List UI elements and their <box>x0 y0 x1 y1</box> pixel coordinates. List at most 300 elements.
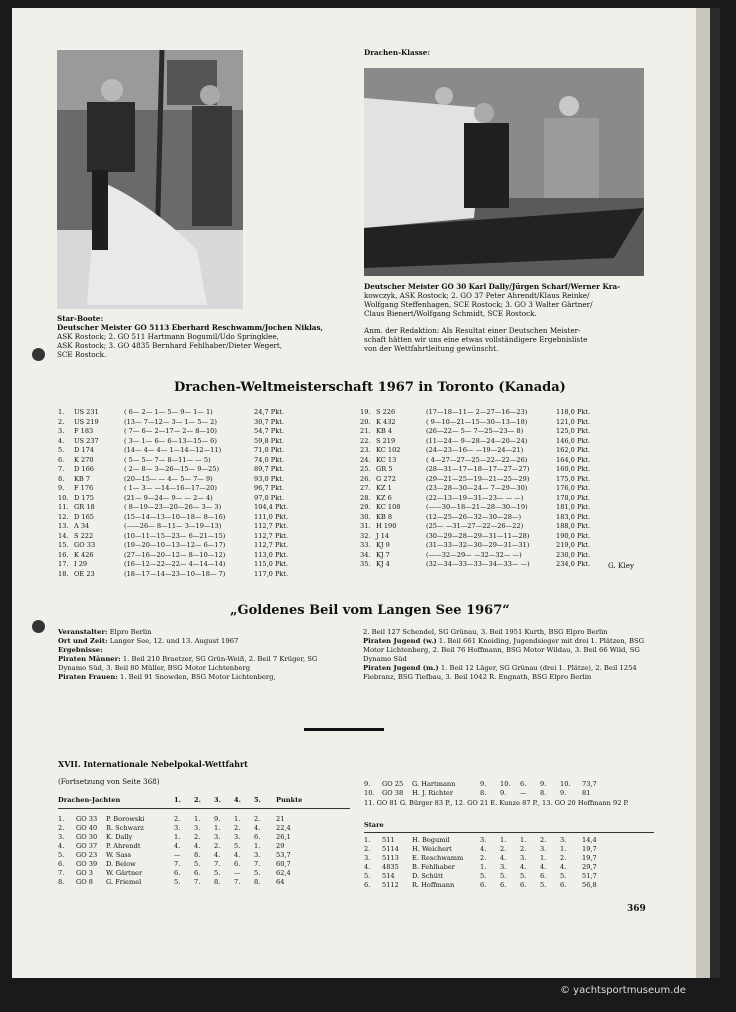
stare-row-cell: 3. <box>540 845 547 853</box>
drachen-row-cell: 5. <box>254 869 261 877</box>
star-boat-photo <box>57 50 243 309</box>
stare-row-cell: 6. <box>560 881 567 889</box>
result-race-places: (29—21—25—19—21—25—29) <box>426 474 530 483</box>
result-points: 93,0 Pkt. <box>254 474 284 483</box>
drachen-row-cell: 1. <box>58 815 65 823</box>
result-boat: K 432 <box>376 417 396 426</box>
drachen-row-cell: 3. <box>214 833 221 841</box>
result-rank: 26. <box>360 474 371 483</box>
drachen-row-cell: 7. <box>194 878 201 886</box>
caption-line: Claus Bienert/Wolfgang Schmidt, SCE Rostock. <box>364 309 537 318</box>
result-points: 121,0 Pkt. <box>556 417 591 426</box>
drachen-row-cell: 8. <box>540 789 547 797</box>
result-points: 104,4 Pkt. <box>254 503 289 511</box>
result-points: 146,0 Pkt. <box>556 436 591 445</box>
result-boat: GR 5 <box>376 465 393 473</box>
drachen-row-cell: 1. <box>234 815 241 823</box>
drachen-row-cell: 3. <box>234 833 241 841</box>
result-rank: 32. <box>360 531 371 540</box>
watermark: © yachtsportmuseum.de <box>560 985 686 996</box>
drachen-row-cell: 10. <box>364 789 375 797</box>
result-race-places: (28—31—17—18—17—27—27) <box>426 465 530 473</box>
stare-row <box>364 836 656 845</box>
result-boat: KZ 1 <box>376 484 392 492</box>
result-rank: 11. <box>58 503 69 511</box>
goldenes-beil-right <box>363 628 645 682</box>
result-race-places: ( 8—19—23—20—26— 3— 3) <box>124 503 222 511</box>
result-boat: KJ 7 <box>376 550 390 559</box>
result-points: 97,0 Pkt. <box>254 493 284 502</box>
drachen-row-cell: 4. <box>58 842 65 850</box>
stare-row-cell: 4835 <box>382 863 399 871</box>
result-rank: 5. <box>58 446 65 454</box>
goldenes-beil-title: „Goldenes Beil vom Langen See 1967“ <box>230 603 510 618</box>
drachen-row-cell: 2. <box>174 815 181 823</box>
punch-hole <box>32 348 45 361</box>
result-race-places: (25— —31—27—22—26—22) <box>426 522 524 530</box>
stare-row-cell: H. Bogumil <box>412 836 450 844</box>
result-boat: D 166 <box>74 465 94 473</box>
stare-row-cell: 1. <box>520 836 527 844</box>
result-rank: 29. <box>360 503 371 511</box>
paragraph-label: Piraten Jugend (w.) <box>363 637 437 645</box>
drachen-row-cell: 7. <box>234 878 241 886</box>
result-rank: 30. <box>360 512 371 521</box>
stare-row-cell: 3. <box>520 854 527 862</box>
result-race-places: ( 7— 6— 2—17— 2— 8—10) <box>124 427 217 435</box>
drachen-more-line: 11. GO 81 G. Bürger 83 P., 12. GO 21 E. Kunze 87 P., 13. GO 20 Hoffmann 92 P. <box>364 799 629 807</box>
paragraph-label: Veranstalter: <box>58 628 108 636</box>
drachen-row-cell: 3. <box>174 824 181 832</box>
paragraph-label: Ergebnisse: <box>58 646 103 654</box>
result-boat: K 270 <box>74 455 94 464</box>
editor-note: von der Wettfahrtleitung gewünscht. <box>364 344 499 353</box>
result-boat: KC 102 <box>376 446 401 454</box>
header-cell: 5. <box>254 796 261 804</box>
drachen-row-cell: 3. <box>254 851 261 859</box>
result-row <box>58 494 294 504</box>
stare-row-cell: B. Fehlhaber <box>412 863 455 871</box>
result-points: 234,0 Pkt. <box>556 560 591 568</box>
result-rank: 17. <box>58 560 69 568</box>
paragraph <box>58 646 340 655</box>
page-number: 369 <box>627 904 646 914</box>
stare-row-cell: 1. <box>364 836 371 844</box>
result-boat: D 174 <box>74 446 94 454</box>
drachen-table <box>58 796 350 887</box>
result-points: 111,0 Pkt. <box>254 512 289 521</box>
drachen-row-cell: 1. <box>194 815 201 823</box>
drachen-row-cell: GO 37 <box>76 842 98 850</box>
dragon-boat-photo <box>364 68 644 276</box>
stare-row-cell: 5. <box>364 872 371 880</box>
result-points: 117,0 Pkt. <box>254 569 289 578</box>
stare-row-cell: 1. <box>560 845 567 853</box>
drachen-row-cell: 9. <box>500 789 507 797</box>
stare-row <box>364 854 656 863</box>
photo-sailors-dragon-boat <box>364 68 644 276</box>
result-rank: 33. <box>360 541 371 549</box>
result-boat: D 165 <box>74 512 94 521</box>
drachen-row-cell: — <box>234 869 241 877</box>
stare-row-cell: 3. <box>480 836 487 844</box>
paragraph-text: 1. Beil 12 Läger, SG Grünau (drei 1. Plätze), 2. Beil 1254 Fiebranz, BSG Tiefbau, 3. Beil 1042 R. Engnath, BSG Elpro Berlin <box>363 664 637 681</box>
drachen-row-cell: GO 23 <box>76 851 98 859</box>
drachen-row-cell: 10. <box>500 780 511 788</box>
result-points: 219,0 Pkt. <box>556 541 591 549</box>
caption-line: Deutscher Meister GO 30 Karl Dally/Jürgen Scharf/Werner Kra- <box>364 282 621 291</box>
result-race-places: (30—29—28—29—31—11—28) <box>426 531 530 540</box>
paragraph <box>58 628 340 637</box>
drachen-row-cell: P. Ahrendt <box>106 842 141 850</box>
result-rank: 15. <box>58 541 69 549</box>
drachen-row-cell: 7. <box>214 860 221 868</box>
stare-row-cell: 2. <box>364 845 371 853</box>
drachen-row-cell: 7. <box>174 860 181 868</box>
drachen-row-cell: W. Sass <box>106 851 132 859</box>
drachen-row-cell: 4. <box>194 842 201 850</box>
result-boat: KZ 6 <box>376 493 392 502</box>
page-edge <box>696 8 710 978</box>
drachen-row-cell: — <box>174 851 181 859</box>
result-points: 112,7 Pkt. <box>254 522 289 530</box>
drachen-row-cell: 5. <box>214 869 221 877</box>
drachen-row-cell: GO 40 <box>76 824 98 832</box>
result-rank: 4. <box>58 436 65 445</box>
drachen-row-cell: — <box>520 789 527 797</box>
stare-row-cell: 56,8 <box>582 881 597 889</box>
paragraph <box>58 637 340 646</box>
result-boat: KC 13 <box>376 455 397 464</box>
stare-row-cell: 29,7 <box>582 863 597 871</box>
result-race-places: ( 9—10—21—15—30—13—18) <box>426 417 528 426</box>
result-boat: F 183 <box>74 427 94 435</box>
result-rank: 10. <box>58 493 69 502</box>
result-boat: J 14 <box>376 531 390 540</box>
stare-row-cell: 19,7 <box>582 845 597 853</box>
stare-row-cell: 6. <box>520 881 527 889</box>
result-row <box>360 408 596 418</box>
drachen-row-cell: 7. <box>58 869 65 877</box>
stare-row-cell: R. Hoffmann <box>412 881 455 889</box>
result-points: 30,7 Pkt. <box>254 417 284 426</box>
stare-row-cell: 2. <box>540 836 547 844</box>
stare-row-cell: 6. <box>500 881 507 889</box>
drachen-row-cell: 3. <box>58 833 65 841</box>
drachen-row-cell: 5. <box>58 851 65 859</box>
result-boat: I 29 <box>74 560 88 568</box>
drachen-row-cell: 64 <box>276 878 285 886</box>
drachen-row <box>58 869 350 878</box>
result-points: 125,0 Pkt. <box>556 427 591 435</box>
result-race-places: (——32—29— —32—32— —) <box>426 550 522 559</box>
drachen-row-cell: 4. <box>254 824 261 832</box>
result-race-places: ( 4—27—27—25—22—22—26) <box>426 455 528 464</box>
drachen-row-cell: K. Dally <box>106 833 133 841</box>
stare-row-cell: 2. <box>480 854 487 862</box>
result-rank: 3. <box>58 427 65 435</box>
result-rank: 13. <box>58 522 69 530</box>
caption-line: SCE Rostock. <box>57 350 107 359</box>
header-cell: 2. <box>194 796 201 804</box>
result-race-places: ( 3— 1— 6— 6—13—15— 6) <box>124 436 217 445</box>
drachen-row-cell: W. Gärtner <box>106 869 143 877</box>
punch-hole <box>32 620 45 633</box>
result-race-places: (16—12—22—22— 4—14—14) <box>124 560 226 568</box>
drachen-row-cell: 8. <box>254 878 261 886</box>
caption-line: ASK Rostock; 2. GO 511 Hartmann Bogumil/Udo Springklee, <box>57 332 279 341</box>
stare-row-cell: 4. <box>364 863 371 871</box>
result-race-places: (31—33—32—30—29—31—31) <box>426 541 530 549</box>
drachen-row-cell: 4. <box>234 851 241 859</box>
result-row <box>360 503 596 513</box>
drachen-row-cell: 21 <box>276 815 285 823</box>
result-boat: GO 33 <box>74 541 96 549</box>
drachen-header <box>58 796 350 805</box>
stare-row-cell: 14,4 <box>582 836 597 844</box>
result-race-places: (26—22— 5— 7—25—23— 8) <box>426 427 524 435</box>
drachen-row <box>58 842 350 851</box>
drachen-row-cell: 2. <box>194 833 201 841</box>
stare-row-cell: 1. <box>540 854 547 862</box>
result-points: 178,0 Pkt. <box>556 493 591 502</box>
result-row <box>58 513 294 523</box>
result-race-places: (32—34—33—33—34—33— —) <box>426 560 530 568</box>
paragraph-label: Piraten Männer: <box>58 655 121 663</box>
result-race-places: ( 5— 5— 7— 8—11— — 5) <box>124 455 211 464</box>
stare-row-cell: 5114 <box>382 845 399 853</box>
result-row <box>58 551 294 561</box>
result-points: 118,0 Pkt. <box>556 408 591 416</box>
result-row <box>58 541 294 551</box>
drachen-row-cell: 9. <box>214 815 221 823</box>
result-boat: KB 8 <box>376 512 393 521</box>
result-points: 183,0 Pkt. <box>556 512 591 521</box>
result-race-places: ( 2— 8— 3—26—15— 9—25) <box>124 465 220 473</box>
result-row <box>360 513 596 523</box>
result-points: 96,7 Pkt. <box>254 484 284 492</box>
result-row <box>58 437 294 447</box>
stare-row-cell: 5. <box>560 872 567 880</box>
drachen-row-cell: H. J. Richter <box>412 789 453 797</box>
page-edge-shadow <box>710 8 720 978</box>
editor-note: Anm. der Redaktion: Als Resultat einer Deutschen Meister- <box>364 326 581 335</box>
divider <box>304 728 384 731</box>
result-boat: D 175 <box>74 493 94 502</box>
result-boat: US 237 <box>74 436 99 445</box>
result-row <box>360 418 596 428</box>
drachen-row <box>58 878 350 887</box>
result-boat: S 226 <box>376 408 396 416</box>
drachen-row <box>58 860 350 869</box>
result-rank: 9. <box>58 484 65 492</box>
result-row <box>360 532 596 542</box>
result-boat: S 222 <box>74 531 94 540</box>
result-row <box>360 551 596 561</box>
stare-row-cell: 4. <box>500 854 507 862</box>
result-rank: 34. <box>360 550 371 559</box>
drachen-row-cell: P. Borowski <box>106 815 145 823</box>
result-points: 160,0 Pkt. <box>556 465 591 473</box>
stare-header: Stare <box>364 821 384 829</box>
drachen-row-cell: 8. <box>480 789 487 797</box>
header-cell: 4. <box>234 796 241 804</box>
stare-row-cell: 3. <box>364 854 371 862</box>
dragon-class-caption <box>364 282 654 353</box>
drachen-row-cell: 8. <box>214 878 221 886</box>
caption-line: Wolfgang Steffenhagen, SCE Rostock; 3. GO 3 Walter Gärtner/ <box>364 300 593 309</box>
continuation-note: (Fortsetzung von Seite 368) <box>58 777 160 786</box>
world-championship-title: Drachen-Weltmeisterschaft 1967 in Toronto (Kanada) <box>174 380 566 395</box>
stare-row-cell: 5113 <box>382 854 399 862</box>
drachen-row-cell: D. Below <box>106 860 136 868</box>
drachen-row <box>58 851 350 860</box>
result-points: 188,0 Pkt. <box>556 522 591 530</box>
drachen-row-cell: 5. <box>174 878 181 886</box>
dragon-class-heading: Drachen-Klasse: <box>364 48 431 57</box>
header-cell: Punkte <box>276 796 303 804</box>
result-points: 230,0 Pkt. <box>556 550 591 559</box>
drachen-row-cell: 10. <box>560 780 571 788</box>
result-row <box>58 456 294 466</box>
magazine-page <box>12 8 696 978</box>
drachen-row-cell: 9. <box>480 780 487 788</box>
drachen-row <box>364 789 656 798</box>
drachen-row-cell: 9. <box>540 780 547 788</box>
star-boat-caption <box>57 314 347 359</box>
result-rank: 14. <box>58 531 69 540</box>
result-boat: G 272 <box>376 474 396 483</box>
result-boat: KC 108 <box>376 503 401 511</box>
result-points: 74,0 Pkt. <box>254 455 284 464</box>
drachen-row <box>58 824 350 833</box>
result-race-places: (11—24— 9—28—24—20—24) <box>426 436 528 445</box>
stare-row-cell: 5. <box>540 881 547 889</box>
result-rank: 1. <box>58 408 65 416</box>
result-row <box>58 522 294 532</box>
result-rank: 21. <box>360 427 371 435</box>
result-points: 71,0 Pkt. <box>254 446 284 454</box>
result-boat: US 231 <box>74 408 99 416</box>
result-points: 164,0 Pkt. <box>556 455 591 464</box>
drachen-row-cell: 22,4 <box>276 824 291 832</box>
stare-row-cell: 4. <box>540 863 547 871</box>
table-rule <box>58 808 350 809</box>
result-boat: KJ 9 <box>376 541 390 549</box>
result-boat: OE 23 <box>74 569 95 578</box>
stare-row-cell: 4. <box>480 845 487 853</box>
result-points: 175,0 Pkt. <box>556 474 591 483</box>
result-rank: 24. <box>360 455 371 464</box>
drachen-table-continued <box>364 780 656 798</box>
author: G. Kley <box>608 561 635 570</box>
result-row <box>58 532 294 542</box>
result-boat: K 426 <box>74 550 94 559</box>
caption-heading: Star-Boote: <box>57 314 104 323</box>
stare-row-cell: 2. <box>560 854 567 862</box>
result-rank: 23. <box>360 446 371 454</box>
result-race-places: (19—20—10—13—12— 6—17) <box>124 541 226 549</box>
drachen-row-cell: 9. <box>364 780 371 788</box>
drachen-row-cell: GO 33 <box>76 815 98 823</box>
result-rank: 35. <box>360 560 371 568</box>
drachen-row-cell: GO 8 <box>76 878 93 886</box>
result-row <box>360 427 596 437</box>
result-rank: 27. <box>360 484 371 492</box>
result-boat: A 34 <box>74 522 90 530</box>
drachen-row-cell: GO 38 <box>382 789 404 797</box>
drachen-row-cell: 9. <box>560 789 567 797</box>
result-boat: KB 4 <box>376 427 393 435</box>
result-row <box>58 484 294 494</box>
result-race-places: (18—17—14—23—10—18— 7) <box>124 569 226 578</box>
result-row <box>360 465 596 475</box>
result-row <box>360 475 596 485</box>
nebelpokal-title: XVII. Internationale Nebelpokal-Wettfahrt <box>58 759 248 769</box>
drachen-row-cell: 60,7 <box>276 860 291 868</box>
stare-row <box>364 872 656 881</box>
result-points: 190,0 Pkt. <box>556 531 591 540</box>
paragraph-text: 1. Beil 661 Kneiding, Jugendsieger mit drei 1. Plätzen, BSG Motor Lichtenberg, 2. Beil 76 Hoffmann, BSG Motor Wildau, 3. Beil 66 Wild, SG Dynamo Süd <box>363 637 645 663</box>
drachen-row <box>58 833 350 842</box>
drachen-row-cell: 5. <box>234 842 241 850</box>
result-points: 181,0 Pkt. <box>556 503 591 511</box>
paragraph-text: 2. Beil 127 Schendel, SG Grünau, 3. Beil 1951 Kurth, BSG Elpro Berlin <box>363 628 608 636</box>
drachen-row-cell: 6. <box>234 860 241 868</box>
stare-row-cell: 6. <box>364 881 371 889</box>
result-points: 112,7 Pkt. <box>254 531 289 540</box>
drachen-row-cell: 2. <box>58 824 65 832</box>
header-cell: 1. <box>174 796 181 804</box>
result-race-places: (22—13—19—31—23— — —) <box>426 493 524 502</box>
drachen-row-cell: 2. <box>214 842 221 850</box>
drachen-row <box>364 780 656 789</box>
result-points: 89,7 Pkt. <box>254 465 284 473</box>
drachen-row-cell: 6. <box>174 869 181 877</box>
result-row <box>58 560 294 570</box>
result-race-places: ( 1— 3— —14—16—17—20) <box>124 484 217 492</box>
result-row <box>360 484 596 494</box>
drachen-row-cell: 4. <box>174 842 181 850</box>
drachen-row-cell: GO 39 <box>76 860 98 868</box>
result-row <box>58 465 294 475</box>
stare-row-cell: 5. <box>500 872 507 880</box>
result-row <box>360 456 596 466</box>
drachen-row-cell: 26,1 <box>276 833 291 841</box>
result-boat: GR 18 <box>74 503 95 511</box>
stare-row-cell: 5. <box>480 872 487 880</box>
drachen-row-cell: 73,7 <box>582 780 597 788</box>
drachen-row-cell: 6. <box>254 833 261 841</box>
result-points: 176,0 Pkt. <box>556 484 591 492</box>
result-points: 24,7 Pkt. <box>254 408 284 416</box>
drachen-row-cell: 8. <box>194 851 201 859</box>
stare-row-cell: 2. <box>520 845 527 853</box>
drachen-row-cell: 53,7 <box>276 851 291 859</box>
result-rank: 18. <box>58 569 69 578</box>
stare-row-cell: 511 <box>382 836 395 844</box>
result-points: 115,0 Pkt. <box>254 560 289 568</box>
header-cell: Drachen-Jachten <box>58 796 121 804</box>
result-rank: 6. <box>58 455 65 464</box>
drachen-row-cell: GO 30 <box>76 833 98 841</box>
stare-row-cell: 2. <box>500 845 507 853</box>
result-race-places: (——26— 8—11— 3—19—13) <box>124 522 222 530</box>
paragraph <box>363 637 645 664</box>
result-race-places: (23—28—30—24— 7—29—30) <box>426 484 528 492</box>
result-rank: 20. <box>360 417 371 426</box>
editor-note: schaft hätten wir uns eine etwas vollständigere Ergebnisliste <box>364 335 588 344</box>
